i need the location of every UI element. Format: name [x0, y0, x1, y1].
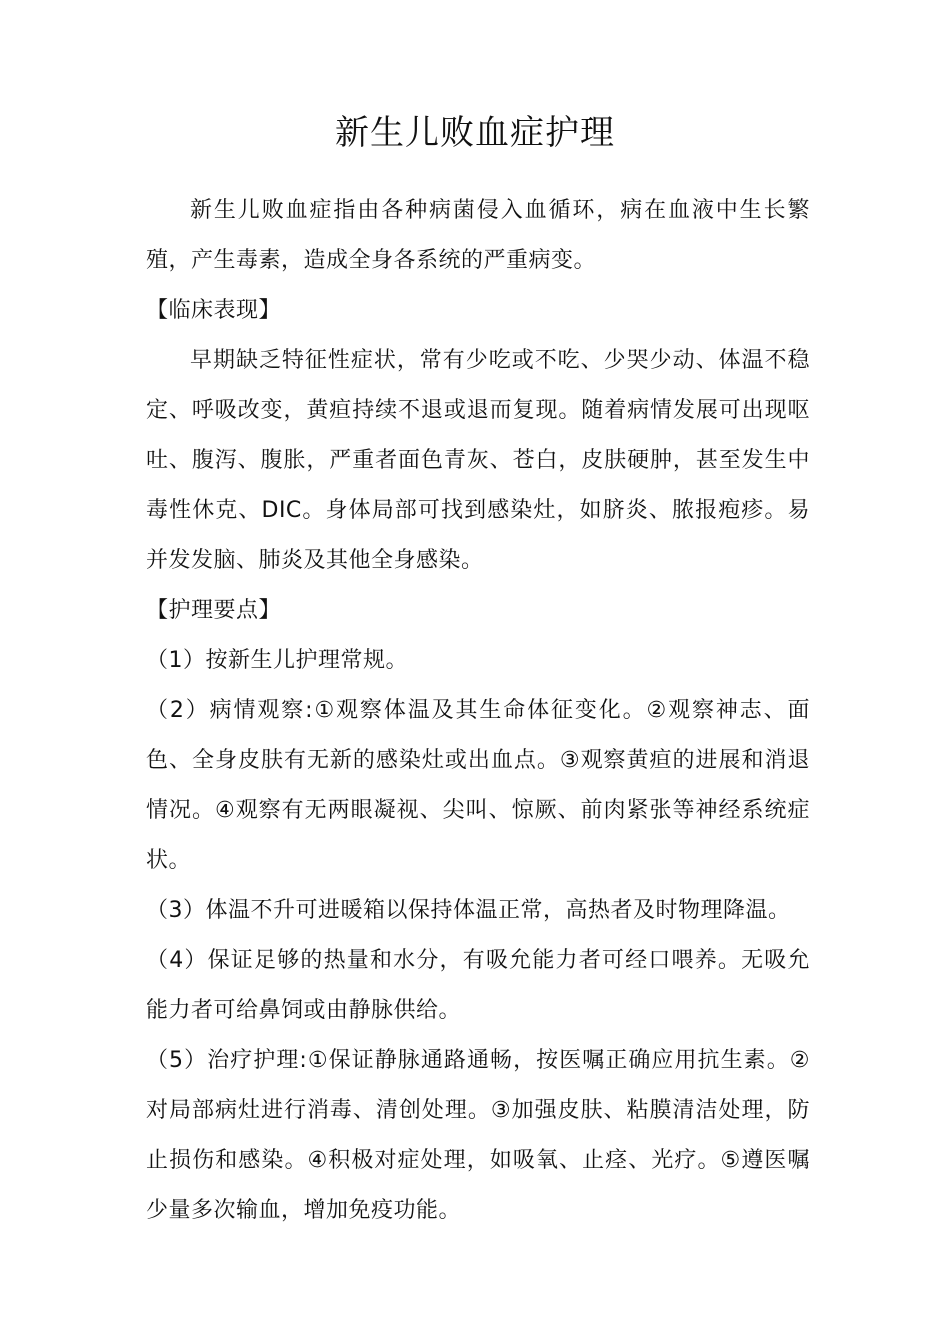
nursing-item-3: （3）体温不升可进暖箱以保持体温正常，高热者及时物理降温。: [146, 898, 791, 923]
nursing-heading: 【护理要点】: [146, 598, 282, 623]
document-body: [146, 186, 810, 1236]
nursing-item-5: （5）治疗护理:①保证静脉通路通畅，按医嘱正确应用抗生素。②对局部病灶进行消毒、清创处理。③加强皮肤、粘膜清洁处理，防止损伤和感染。④积极对症处理，如吸氧、止痉、光疗。⑤遵医嘱少量多次输血，增加免疫功能。: [146, 1048, 810, 1223]
nursing-item-4: （4）保证足够的热量和水分，有吸允能力者可经口喂养。无吸允能力者可给鼻饲或由静脉供给。: [146, 948, 810, 1023]
document-title: 新生儿败血症护理: [335, 113, 615, 153]
nursing-item-1: （1）按新生儿护理常规。: [146, 648, 408, 673]
clinical-heading: 【临床表现】: [146, 298, 282, 323]
nursing-item-2: （2）病情观察:①观察体温及其生命体征变化。②观察神志、面色、全身皮肤有无新的感染灶或出血点。③观察黄疸的进展和消退情况。④观察有无两眼凝视、尖叫、惊厥、前肉紧张等神经系统症状。: [146, 698, 810, 873]
intro-paragraph: 新生儿败血症指由各种病菌侵入血循环，病在血液中生长繁殖，产生毒素，造成全身各系统的严重病变。: [146, 198, 810, 273]
clinical-paragraph: 早期缺乏特征性症状，常有少吃或不吃、少哭少动、体温不稳定、呼吸改变，黄疸持续不退或退而复现。随着病情发展可出现呕吐、腹泻、腹胀，严重者面色青灰、苍白，皮肤硬肿，甚至发生中毒性休克、DIC。身体局部可找到感染灶，如脐炎、脓报疱疹。易并发发脑、肺炎及其他全身感染。: [146, 348, 810, 573]
